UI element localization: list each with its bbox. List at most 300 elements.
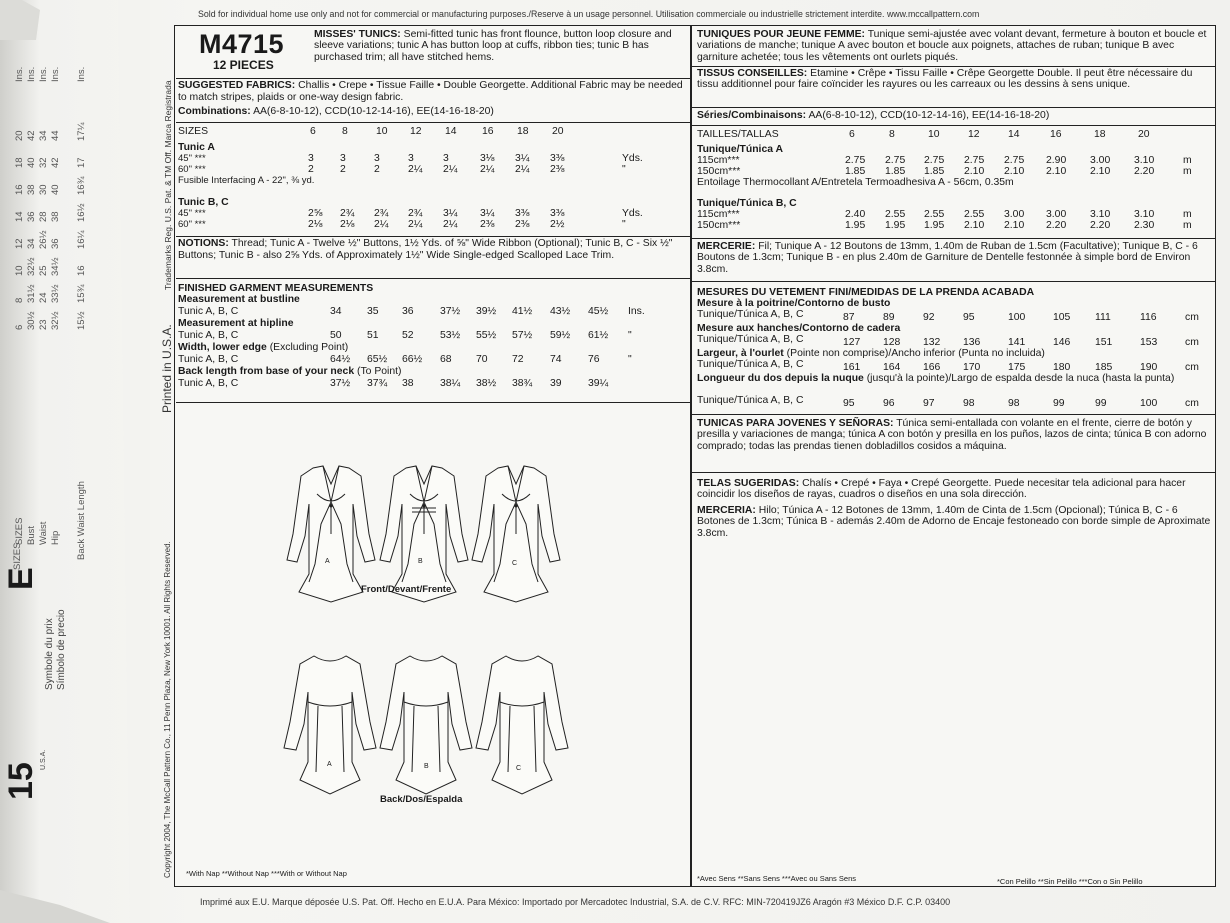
back-letter-label: C <box>516 765 522 772</box>
size-header: 16 <box>1050 129 1062 140</box>
measurement-cell: 98 <box>1008 398 1020 409</box>
measurement-cell: 38¾ <box>512 378 533 389</box>
measurement-sub: (jusqu'à la pointe)/Largo de espalda desde la nuca (hasta la punta) <box>866 373 1175 384</box>
back-letter-label: B <box>424 763 429 770</box>
yardage-cell: 3 <box>374 153 380 164</box>
yardage-cell: 1.85 <box>845 166 866 177</box>
measurement-cell: 116 <box>1140 312 1157 323</box>
yardage-cell: 3 <box>443 153 449 164</box>
size-cell: 16¼ <box>76 230 87 249</box>
yardage-cell: 2¼ <box>443 219 458 230</box>
unit: Yds. <box>622 208 643 219</box>
interfacing-note: Entoilage Thermocollant A/Entretela Termoadhesiva A - 56cm, 0.35m <box>697 177 1014 188</box>
yardage-cell: 2 <box>340 164 346 175</box>
nap-legend: *With Nap **Without Nap ***With or Without Nap <box>186 869 347 878</box>
price-symbol-fr: Symbole du prix <box>44 618 55 690</box>
size-header: 18 <box>517 126 529 137</box>
unit: " <box>622 219 626 230</box>
sizes-label: SIZES <box>178 126 209 137</box>
size-row-label: Hip <box>50 530 61 545</box>
size-cell: Ins. <box>26 66 37 82</box>
size-cell: 16½ <box>76 203 87 222</box>
french-fabrics-label: TISSUS CONSEILLES: <box>697 68 808 79</box>
usage-notice: Sold for individual home use only and not for commercial or manufacturing purposes./Reserve à un usage personnel. Utilisation commerciale ou industrielle strictement interdite. www.mccallpattern.com <box>198 9 980 19</box>
measurement-cell: 70 <box>476 354 488 365</box>
measurement-cell: 128 <box>883 337 901 348</box>
yardage-cell: 2 <box>308 164 314 175</box>
size-row-label: Bust <box>26 525 37 545</box>
printed-in-usa: Printed in U.S.A. <box>160 324 174 413</box>
size-cell: 36 <box>50 238 61 249</box>
size-cell: 44 <box>50 130 61 141</box>
measurement-cell: 65½ <box>367 354 388 365</box>
size-cell: 38 <box>26 184 37 195</box>
unit: m <box>1183 155 1192 166</box>
yardage-cell: 2⅛ <box>340 219 355 230</box>
measurement-cell: 64½ <box>330 354 351 365</box>
yardage-cell: 2.10 <box>1046 166 1067 177</box>
yardage-cell: 2¼ <box>443 164 458 175</box>
pieces-count: 12 PIECES <box>213 58 274 72</box>
divider <box>176 122 690 123</box>
measurement-cell: 99 <box>1053 398 1065 409</box>
unit: m <box>1183 220 1192 231</box>
measurement-cell: 36 <box>402 306 414 317</box>
measurement-name: Back length from base of your neck <box>178 366 355 377</box>
row-label: Tunic A, B, C <box>178 354 239 365</box>
row-label: Tunic A, B, C <box>178 378 239 389</box>
width-label: 45" *** <box>178 208 206 219</box>
yardage-cell: 3⅛ <box>480 153 495 164</box>
header-title: MISSES' TUNICS: <box>314 29 401 40</box>
width-label: 45" *** <box>178 153 206 164</box>
yardage-cell: 3.00 <box>1046 209 1067 220</box>
measurement-label <box>697 323 1215 335</box>
measurement-sub: (To Point) <box>357 366 402 377</box>
size-cell: 28 <box>38 211 49 222</box>
yardage-cell: 2¾ <box>408 208 423 219</box>
size-row-label: Back Waist Length <box>76 481 87 560</box>
size-cell: 34 <box>38 130 49 141</box>
size-cell: 32½ <box>50 311 61 330</box>
interfacing-note: Fusible Interfacing A - 22", ⅜ yd. <box>178 175 315 186</box>
unit: cm <box>1185 337 1199 348</box>
front-letter-label: C <box>512 560 518 567</box>
measurement-cell: 136 <box>963 337 981 348</box>
measurement-cell: 51 <box>367 330 379 341</box>
measurement-cell: 76 <box>588 354 600 365</box>
french-mesures-title: MESURES DU VETEMENT FINI/MEDIDAS DE LA PRENDA ACABADA <box>697 287 1035 298</box>
size-row-label: SIZES <box>14 517 25 545</box>
back-tunic-c <box>476 656 568 794</box>
measurement-cell: 132 <box>923 337 941 348</box>
finished-measurements-title: FINISHED GARMENT MEASUREMENTS <box>178 283 374 294</box>
yardage-cell: 2.20 <box>1090 220 1111 231</box>
measurement-label <box>697 298 1215 310</box>
measurement-cell: 39¼ <box>588 378 609 389</box>
measurement-cell: 41½ <box>512 306 533 317</box>
size-cell: 23 <box>38 319 49 330</box>
measurement-cell: 59½ <box>550 330 571 341</box>
unit: Ins. <box>628 306 645 317</box>
measurement-name: Width, lower edge <box>178 342 267 353</box>
spanish-fabrics-text: Chalís • Crepé • Faya • Crepé Georgette. Puede necesitar tela adicional para hacer coincidir los diseños de rayas, cuadros o diseños en una sola dirección. <box>697 478 1186 501</box>
mercerie-text: Fil; Tunique A - 12 Boutons de 13mm, 1.40m de Ruban de 1.5cm (Facultative); Tunique B, C - 6 Boutons de 1.3cm; Tunique B - en plus 2.40m de Garniture de Dentelle festonnée à simple bord de Environ 3.8cm. <box>697 241 1198 275</box>
combinations-text: AA(6-8-10-12), CCD(10-12-14-16), EE(14-16-18-20) <box>253 106 494 117</box>
copyright-text: Copyright 2004, The McCall Pattern Co., 11 Penn Plaza, New York 10001. All Rights Reserved. <box>163 541 172 878</box>
spanish-merceria <box>697 505 1215 539</box>
header-description <box>314 29 690 63</box>
measurement-name: Largeur, à l'ourlet <box>697 348 784 359</box>
width-label: 60" *** <box>178 219 206 230</box>
suggested-fabrics <box>178 80 690 103</box>
yardage-cell: 2.10 <box>1090 166 1111 177</box>
notions-label: NOTIONS: <box>178 238 229 249</box>
divider <box>176 402 690 403</box>
size-cell: 38 <box>50 211 61 222</box>
measurement-cell: 100 <box>1008 312 1026 323</box>
width-label: 150cm*** <box>697 220 741 231</box>
measurement-cell: 39 <box>550 378 562 389</box>
yardage-cell: 3¼ <box>443 208 458 219</box>
unit: cm <box>1185 312 1199 323</box>
row-label: Tunic A, B, C <box>178 306 239 317</box>
size-cell: 40 <box>50 184 61 195</box>
yardage-cell: 2¼ <box>408 164 423 175</box>
yardage-cell: 2.75 <box>885 155 906 166</box>
yardage-cell: 2 <box>374 164 380 175</box>
measurement-cell: 68 <box>440 354 452 365</box>
measurement-cell: 61½ <box>588 330 609 341</box>
size-cell: Ins. <box>38 66 49 82</box>
measurement-cell: 166 <box>923 362 941 373</box>
measurement-cell: 190 <box>1140 362 1158 373</box>
size-header: 12 <box>968 129 980 140</box>
yardage-cell: 2¼ <box>480 164 495 175</box>
front-tunic-c <box>472 466 560 602</box>
measurement-cell: 38¼ <box>440 378 461 389</box>
yardage-cell: 3⅜ <box>550 153 565 164</box>
spanish-header <box>697 418 1215 452</box>
size-header: 20 <box>1138 129 1150 140</box>
size-cell: 34 <box>26 238 37 249</box>
measurement-cell: 95 <box>843 398 855 409</box>
size-cell: 20 <box>14 130 25 141</box>
yardage-cell: 1.95 <box>885 220 906 231</box>
size-header: 6 <box>849 129 855 140</box>
french-combos-label: Séries/Combinaisons: <box>697 110 807 121</box>
price-letter: E <box>2 567 40 590</box>
width-label: 60" *** <box>178 164 206 175</box>
yardage-cell: 2.75 <box>924 155 945 166</box>
yardage-cell: 2.55 <box>885 209 906 220</box>
measurement-label <box>697 373 1215 385</box>
measurement-cell: 66½ <box>402 354 423 365</box>
yardage-cell: 2.10 <box>964 166 985 177</box>
divider <box>692 281 1215 282</box>
measurement-cell: 180 <box>1053 362 1071 373</box>
price-number: 15 <box>2 762 40 800</box>
size-header: 10 <box>376 126 388 137</box>
size-cell: 24 <box>38 292 49 303</box>
size-cell: 42 <box>50 157 61 168</box>
size-row <box>12 543 23 570</box>
row-label: Tunique/Túnica A, B, C <box>697 395 804 406</box>
left-strip <box>0 0 150 923</box>
yardage-cell: 2.55 <box>964 209 985 220</box>
size-header: 12 <box>410 126 422 137</box>
measurement-cell: 72 <box>512 354 524 365</box>
measurement-cell: 100 <box>1140 398 1158 409</box>
yardage-cell: 2.20 <box>1134 166 1155 177</box>
size-cell: 17 <box>76 157 87 168</box>
measurement-cell: 151 <box>1095 337 1113 348</box>
divider <box>176 78 690 79</box>
measurement-label <box>178 342 348 354</box>
measurement-cell: 96 <box>883 398 895 409</box>
yardage-cell: 3.10 <box>1134 155 1155 166</box>
yardage-cell: 2¼ <box>374 219 389 230</box>
size-header: 6 <box>310 126 316 137</box>
yardage-cell: 2⅜ <box>480 219 495 230</box>
spanish-description: Túnica semi-entallada con volante en el frente, cierre de botón y presilla y variaciones de manga; túnica A con botón y presilla en los puños, lazos de cinta; túnica B con adorno comprado; todas las prendas tienen dobladillos cosidos a máquina. <box>697 418 1207 452</box>
measurement-name: Measurement at bustline <box>178 294 300 305</box>
measurement-label <box>178 318 293 330</box>
divider <box>692 472 1215 473</box>
yardage-cell: 3 <box>408 153 414 164</box>
tunic-label: Tunique/Túnica B, C <box>697 198 797 209</box>
import-notice: Imprimé aux E.U. Marque déposée U.S. Pat. Off. Hecho en E.U.A. Para México: Importado por Mercadotec Industrial, S.A. de C.V. RFC: MIN-720419JZ6 Aragón #3 México D.F. C.P. 03400 <box>200 897 951 907</box>
yardage-cell: 2.10 <box>1004 166 1025 177</box>
size-cell: 15¾ <box>76 284 87 303</box>
french-mercerie <box>697 241 1215 275</box>
measurement-cell: 170 <box>963 362 981 373</box>
measurement-cell: 185 <box>1095 362 1113 373</box>
illustration-canvas <box>176 404 690 844</box>
measurement-cell: 37½ <box>440 306 461 317</box>
measurement-cell: 161 <box>843 362 861 373</box>
measurement-cell: 38 <box>402 378 414 389</box>
fabrics-label: SUGGESTED FABRICS: <box>178 80 296 91</box>
front-view-label: Front/Devant/Frente <box>361 584 452 595</box>
measurement-cell: 37¾ <box>367 378 388 389</box>
divider <box>176 278 690 279</box>
size-cell: 32½ <box>26 257 37 276</box>
size-header: 20 <box>552 126 564 137</box>
width-label: 115cm*** <box>697 155 740 166</box>
front-letter-label: A <box>325 558 330 565</box>
measurement-cell: 127 <box>843 337 861 348</box>
measurement-sub: (Excluding Point) <box>269 342 349 353</box>
size-cell: 10 <box>14 265 25 276</box>
french-fabrics-text: Etamine • Crêpe • Tissu Faille • Crêpe Georgette Double. Il peut être nécessaire du tissu additionnel pour faire coïncider les rayures ou les carreaux ou les dessins à sens unique. <box>697 68 1193 91</box>
unit: " <box>628 330 632 341</box>
notions-text: Thread; Tunic A - Twelve ½" Buttons, 1½ Yds. of ⅝" Wide Ribbon (Optional); Tunic B, C - Six ½" Buttons; Tunic B - also 2⅝ Yds. of Approximately 1½" Wide Single-edged Scalloped Lace Trim. <box>178 238 673 261</box>
unit: Yds. <box>622 153 643 164</box>
divider <box>692 238 1215 239</box>
fabrics-text: Challis • Crepe • Tissue Faille • Double Georgette. Additional Fabric may be needed to match stripes, plaids or one-way design fabric. <box>178 80 683 103</box>
measurement-name: Longueur du dos depuis la nuque <box>697 373 864 384</box>
yardage-cell: 2.75 <box>845 155 866 166</box>
size-cell: 30 <box>38 184 49 195</box>
measurement-cell: 39½ <box>476 306 497 317</box>
size-cell: 16 <box>76 265 87 276</box>
yardage-cell: 3¼ <box>480 208 495 219</box>
unit: m <box>1183 166 1192 177</box>
yardage-cell: 3.00 <box>1004 209 1025 220</box>
yardage-cell: 3¼ <box>515 153 530 164</box>
measurement-cell: 35 <box>367 306 379 317</box>
size-header: 8 <box>889 129 895 140</box>
width-label: 115cm*** <box>697 209 740 220</box>
measurement-cell: 164 <box>883 362 901 373</box>
size-cell: 34½ <box>50 257 61 276</box>
spanish-nap-legend: *Con Pelillo **Sin Pelillo ***Con o Sin Pelillo <box>997 877 1143 886</box>
price-symbol-es: Símbolo de precio <box>56 609 67 690</box>
french-nap-legend: *Avec Sens **Sans Sens ***Avec ou Sans Sens <box>697 874 856 883</box>
measurement-label <box>178 366 401 378</box>
yardage-cell: 3⅜ <box>550 208 565 219</box>
size-cell: 15½ <box>76 311 87 330</box>
yardage-cell: 2⅝ <box>308 208 323 219</box>
back-view-label: Back/Dos/Espalda <box>380 794 463 805</box>
size-cell: 42 <box>26 130 37 141</box>
measurement-cell: 95 <box>963 312 975 323</box>
measurement-cell: 45½ <box>588 306 609 317</box>
front-tunic-a <box>287 466 375 602</box>
trademark-text: Trademarks Reg. U.S. Pat. & TM Off. Marca Registrada <box>163 80 173 290</box>
yardage-cell: 3 <box>308 153 314 164</box>
yardage-cell: 1.95 <box>845 220 866 231</box>
merceria-label: MERCERIA: <box>697 505 756 516</box>
measurement-cell: 50 <box>330 330 342 341</box>
measurement-cell: 87 <box>843 312 855 323</box>
size-header: 18 <box>1094 129 1106 140</box>
size-cell: 17¼ <box>76 122 87 141</box>
tunic-label: Tunic A <box>178 142 215 153</box>
yardage-cell: 2⅜ <box>515 219 530 230</box>
yardage-cell: 1.85 <box>924 166 945 177</box>
yardage-cell: 2.40 <box>845 209 866 220</box>
combinations <box>178 106 494 118</box>
yardage-cell: 2½ <box>550 219 565 230</box>
size-cell: 30½ <box>26 311 37 330</box>
measurement-cell: 37½ <box>330 378 351 389</box>
measurement-cell: 153 <box>1140 337 1158 348</box>
yardage-cell: 2¼ <box>515 164 530 175</box>
size-header: 16 <box>482 126 494 137</box>
french-title: TUNIQUES POUR JEUNE FEMME: <box>697 29 865 40</box>
size-cell: Ins. <box>50 66 61 82</box>
yardage-cell: 2.20 <box>1046 220 1067 231</box>
yardage-cell: 1.95 <box>924 220 945 231</box>
yardage-cell: 2⅛ <box>308 219 323 230</box>
size-cell: 26½ <box>38 230 49 249</box>
french-header <box>697 29 1215 63</box>
yardage-cell: 2.90 <box>1046 155 1067 166</box>
measurement-cell: 98 <box>963 398 975 409</box>
yardage-cell: 2¼ <box>408 219 423 230</box>
size-cell: Ins. <box>14 66 25 82</box>
size-cell: Ins. <box>76 66 87 82</box>
yardage-cell: 3 <box>340 153 346 164</box>
unit: cm <box>1185 398 1199 409</box>
size-cell: 16¾ <box>76 176 87 195</box>
measurement-cell: 111 <box>1095 312 1111 323</box>
measurement-label <box>697 348 1215 360</box>
divider <box>692 414 1215 415</box>
tunic-label: Tunic B, C <box>178 197 229 208</box>
unit: m <box>1183 209 1192 220</box>
yardage-cell: 2¾ <box>374 208 389 219</box>
row-label: Tunique/Túnica A, B, C <box>697 309 804 320</box>
measurement-cell: 74 <box>550 354 562 365</box>
measurement-cell: 92 <box>923 312 935 323</box>
combinations-label: Combinations: <box>178 106 251 117</box>
size-cell: 14 <box>14 211 25 222</box>
measurement-cell: 38½ <box>476 378 497 389</box>
back-letter-label: A <box>327 761 332 768</box>
measurement-cell: 175 <box>1008 362 1026 373</box>
yardage-cell: 3⅜ <box>515 208 530 219</box>
measurement-cell: 43½ <box>550 306 571 317</box>
usa-label: U.S.A. <box>40 749 47 770</box>
measurement-label <box>178 294 300 306</box>
size-cell: 25 <box>38 265 49 276</box>
measurement-cell: 89 <box>883 312 895 323</box>
french-fabrics <box>697 68 1215 91</box>
divider <box>692 66 1215 67</box>
measurement-cell: 55½ <box>476 330 497 341</box>
size-cell: 32 <box>38 157 49 168</box>
size-row-label: Waist <box>38 521 49 545</box>
yardage-cell: 2.75 <box>964 155 985 166</box>
row-label: Tunique/Túnica A, B, C <box>697 334 804 345</box>
french-combos-text: AA(6-8-10-12), CCD(10-12-14-16), EE(14-16-18-20) <box>808 110 1050 121</box>
divider <box>692 107 1215 108</box>
spanish-title: TUNICAS PARA JOVENES Y SEÑORAS: <box>697 418 894 429</box>
measurement-name: Mesure à la poitrine/Contorno de busto <box>697 298 891 309</box>
measurement-cell: 53½ <box>440 330 461 341</box>
yardage-cell: 2.75 <box>1004 155 1025 166</box>
yardage-cell: 2.10 <box>964 220 985 231</box>
size-cell: 12 <box>14 238 25 249</box>
back-tunic-b <box>380 656 472 794</box>
yardage-cell: 1.85 <box>885 166 906 177</box>
size-cell: 6 <box>14 324 25 330</box>
size-cell: 16 <box>14 184 25 195</box>
yardage-cell: 2.10 <box>1004 220 1025 231</box>
measurement-cell: 97 <box>923 398 935 409</box>
pattern-number: M4715 <box>199 29 285 59</box>
size-header: 8 <box>342 126 348 137</box>
yardage-cell: 3.10 <box>1134 209 1155 220</box>
front-tunic-b <box>380 466 468 602</box>
sizes-label: TAILLES/TALLAS <box>697 129 779 140</box>
unit: " <box>628 354 632 365</box>
measurement-cell: 57½ <box>512 330 533 341</box>
width-label: 150cm*** <box>697 166 741 177</box>
tunic-label: Tunique/Túnica A <box>697 144 784 155</box>
measurement-sub: (Pointe non comprise)/Ancho inferior (Punta no incluida) <box>786 348 1045 359</box>
merceria-text: Hilo; Túnica A - 12 Botones de 13mm, 1.40m de Cinta de 1.5cm (Opcional); Túnica B, C - 6 Botones de 1.3cm; Túnica B - además 2.40m de Adorno de Encaje festoneado con borde simple de Aproximate 3.8cm. <box>697 505 1211 539</box>
size-header: 14 <box>1008 129 1020 140</box>
size-cell: 33½ <box>50 284 61 303</box>
notions <box>178 238 690 261</box>
spanish-fabrics-label: TELAS SUGERIDAS: <box>697 478 800 489</box>
french-combinations <box>697 110 1049 122</box>
size-row-label: SIZES <box>12 542 23 570</box>
